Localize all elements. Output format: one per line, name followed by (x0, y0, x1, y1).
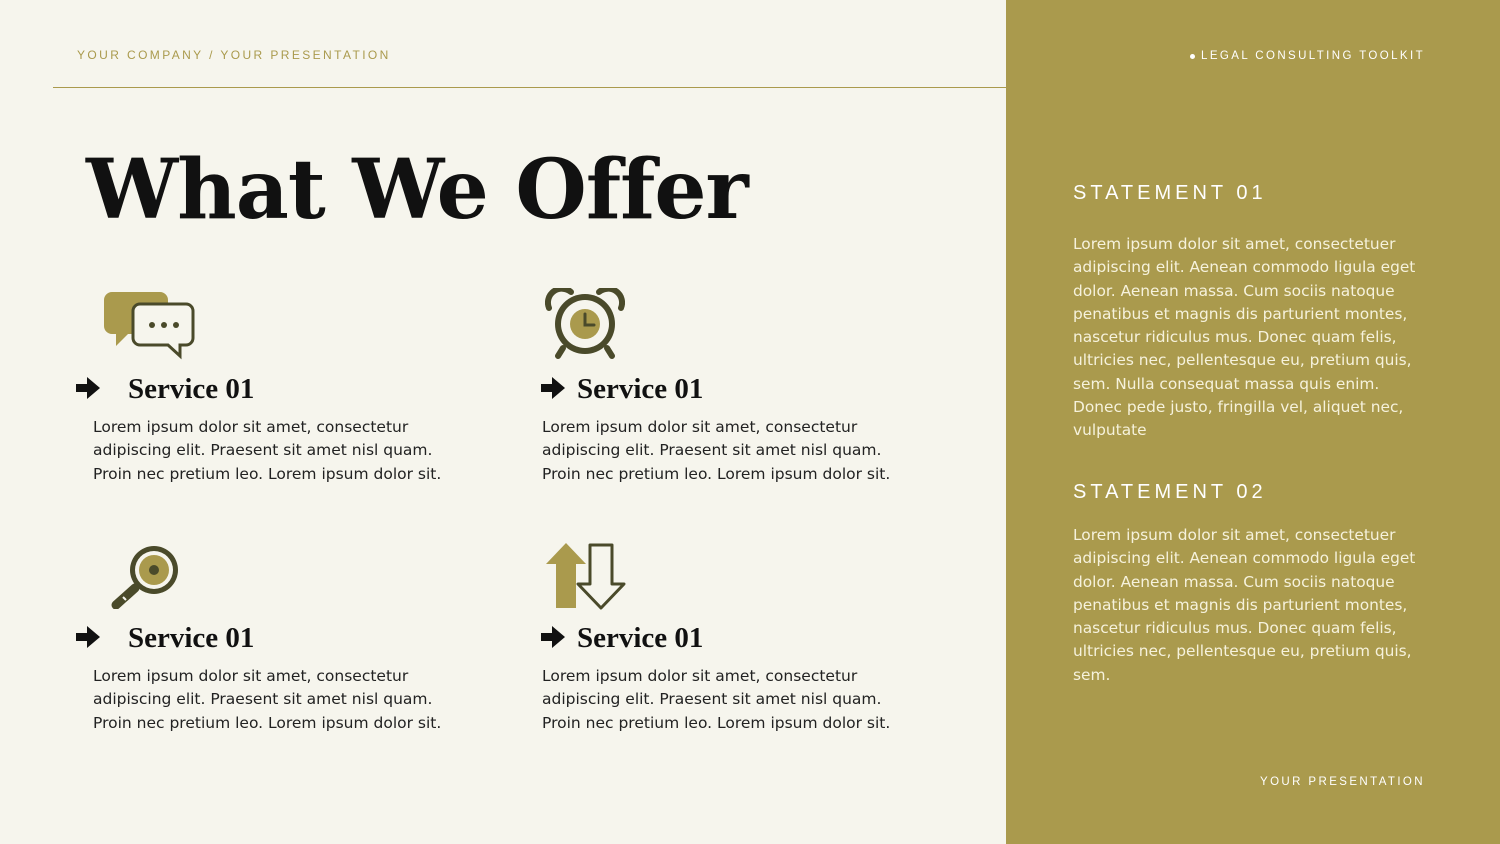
service-description: Lorem ipsum dolor sit amet, consectetur adipiscing elit. Praesent sit amet nisl quam. Proin nec pretium leo. Lorem ipsum dolor sit. (93, 667, 442, 732)
statement-body: Lorem ipsum dolor sit amet, consectetuer adipiscing elit. Aenean commodo ligula eget dolor. Aenean massa. Cum sociis natoque penatibus et magnis dis parturient montes, nascetur ridiculus mus. Donec quam felis, ultricies nec, pellentesque eu, pretium quis, sem. (1073, 526, 1416, 684)
service-description: Lorem ipsum dolor sit amet, consectetur adipiscing elit. Praesent sit amet nisl quam. Proin nec pretium leo. Lorem ipsum dolor sit. (542, 667, 891, 732)
statement-title: STATEMENT 01 (1073, 182, 1267, 204)
service-heading: Service 01 (128, 622, 255, 654)
arrow-right-icon (541, 377, 565, 399)
arrow-right-icon (541, 626, 565, 648)
service-description: Lorem ipsum dolor sit amet, consectetur adipiscing elit. Praesent sit amet nisl quam. Proin nec pretium leo. Lorem ipsum dolor sit. (93, 418, 442, 483)
statement-body: Lorem ipsum dolor sit amet, consectetuer adipiscing elit. Aenean commodo ligula eget dolor. Aenean massa. Cum sociis natoque penatibus et magnis dis parturient montes, nascetur ridiculus mus. Donec quam felis, ultricies nec, pellentesque eu, pretium quis, sem. Nulla consequat massa quis enim. Donec pede justo, fringilla vel, aliquet nec, vulputate (1073, 235, 1416, 440)
magnifier-icon (110, 543, 182, 609)
toolkit-label-text: LEGAL CONSULTING TOOLKIT (1201, 50, 1425, 62)
service-heading: Service 01 (577, 373, 704, 405)
breadcrumb: YOUR COMPANY / YOUR PRESENTATION (77, 48, 391, 62)
up-down-arrows-icon (544, 542, 628, 610)
page-title: What We Offer (86, 142, 748, 238)
arrow-right-icon (76, 626, 100, 648)
service-description: Lorem ipsum dolor sit amet, consectetur adipiscing elit. Praesent sit amet nisl quam. Proin nec pretium leo. Lorem ipsum dolor sit. (542, 418, 891, 483)
service-heading: Service 01 (128, 373, 255, 405)
service-heading: Service 01 (577, 622, 704, 654)
arrow-right-icon (76, 377, 100, 399)
bullet-dot-icon (1190, 54, 1195, 59)
footer-label: YOUR PRESENTATION (1260, 776, 1425, 788)
alarm-clock-icon (545, 288, 625, 360)
header-divider (53, 87, 1006, 88)
chat-bubbles-icon (104, 290, 196, 360)
statement-title: STATEMENT 02 (1073, 481, 1267, 503)
toolkit-label (1190, 50, 1425, 62)
